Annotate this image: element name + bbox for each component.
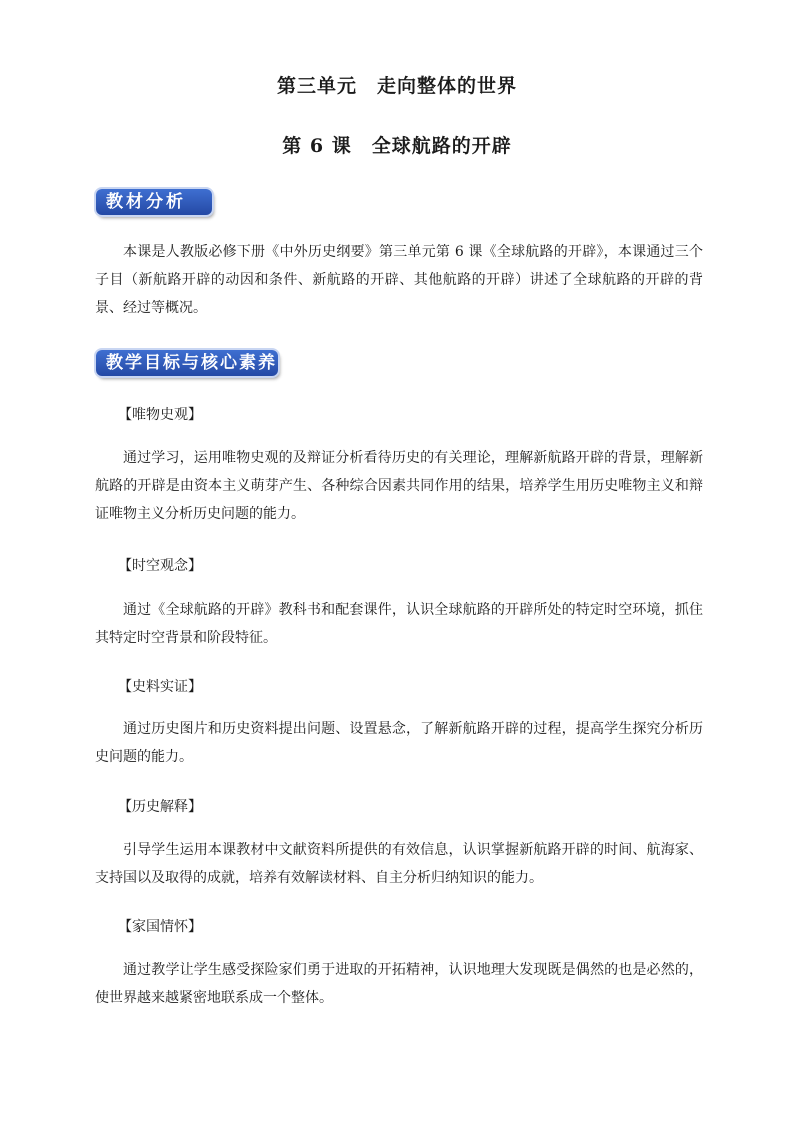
competency-text-materialism: 通过学习，运用唯物史观的及辩证分析看待历史的有关理论，理解新航路开辟的背景，理解新航路的开辟是由资本主义萌芽产生、各种综合因素共同作用的结果，培养学生用历史唯物主义和辩证唯物主义分析历史问题的能力。: [95, 450, 703, 522]
teaching-goals-badge: 教学目标与核心素养: [96, 350, 278, 376]
competency-heading-spacetime: 【时空观念】: [118, 558, 202, 574]
competency-text-evidence: 通过历史图片和历史资料提出问题、设置悬念，了解新航路开辟的过程，提高学生探究分析历史问题的能力。: [95, 721, 703, 765]
competency-heading-interpretation: 【历史解释】: [118, 799, 202, 815]
competency-text-patriotism: 通过教学让学生感受探险家们勇于进取的开拓精神，认识地理大发现既是偶然的也是必然的，使世界越来越紧密地联系成一个整体。: [95, 962, 703, 1006]
competency-heading-materialism: 【唯物史观】: [118, 407, 202, 423]
competency-text-interpretation: 引导学生运用本课教材中文献资料所提供的有效信息，认识掌握新航路开辟的时间、航海家、支持国以及取得的成就，培养有效解读材料、自主分析归纳知识的能力。: [95, 842, 703, 886]
unit-title: 第三单元 走向整体的世界: [276, 75, 517, 97]
competency-heading-evidence: 【史料实证】: [118, 679, 202, 695]
competency-heading-patriotism: 【家国情怀】: [118, 919, 202, 935]
competency-text-spacetime: 通过《全球航路的开辟》教科书和配套课件，认识全球航路的开辟所处的特定时空环境，抓住其特定时空背景和阶段特征。: [95, 602, 703, 646]
textbook-analysis-paragraph: 本课是人教版必修下册《中外历史纲要》第三单元第 6 课《全球航路的开辟》，本课通过三个子目（新航路开辟的动因和条件、新航路的开辟、其他航路的开辟）讲述了全球航路的开辟的背景、经过等概况。: [95, 244, 703, 316]
lesson-title: 第 6 课 全球航路的开辟: [282, 135, 512, 157]
textbook-analysis-badge: 教材分析: [96, 189, 212, 215]
